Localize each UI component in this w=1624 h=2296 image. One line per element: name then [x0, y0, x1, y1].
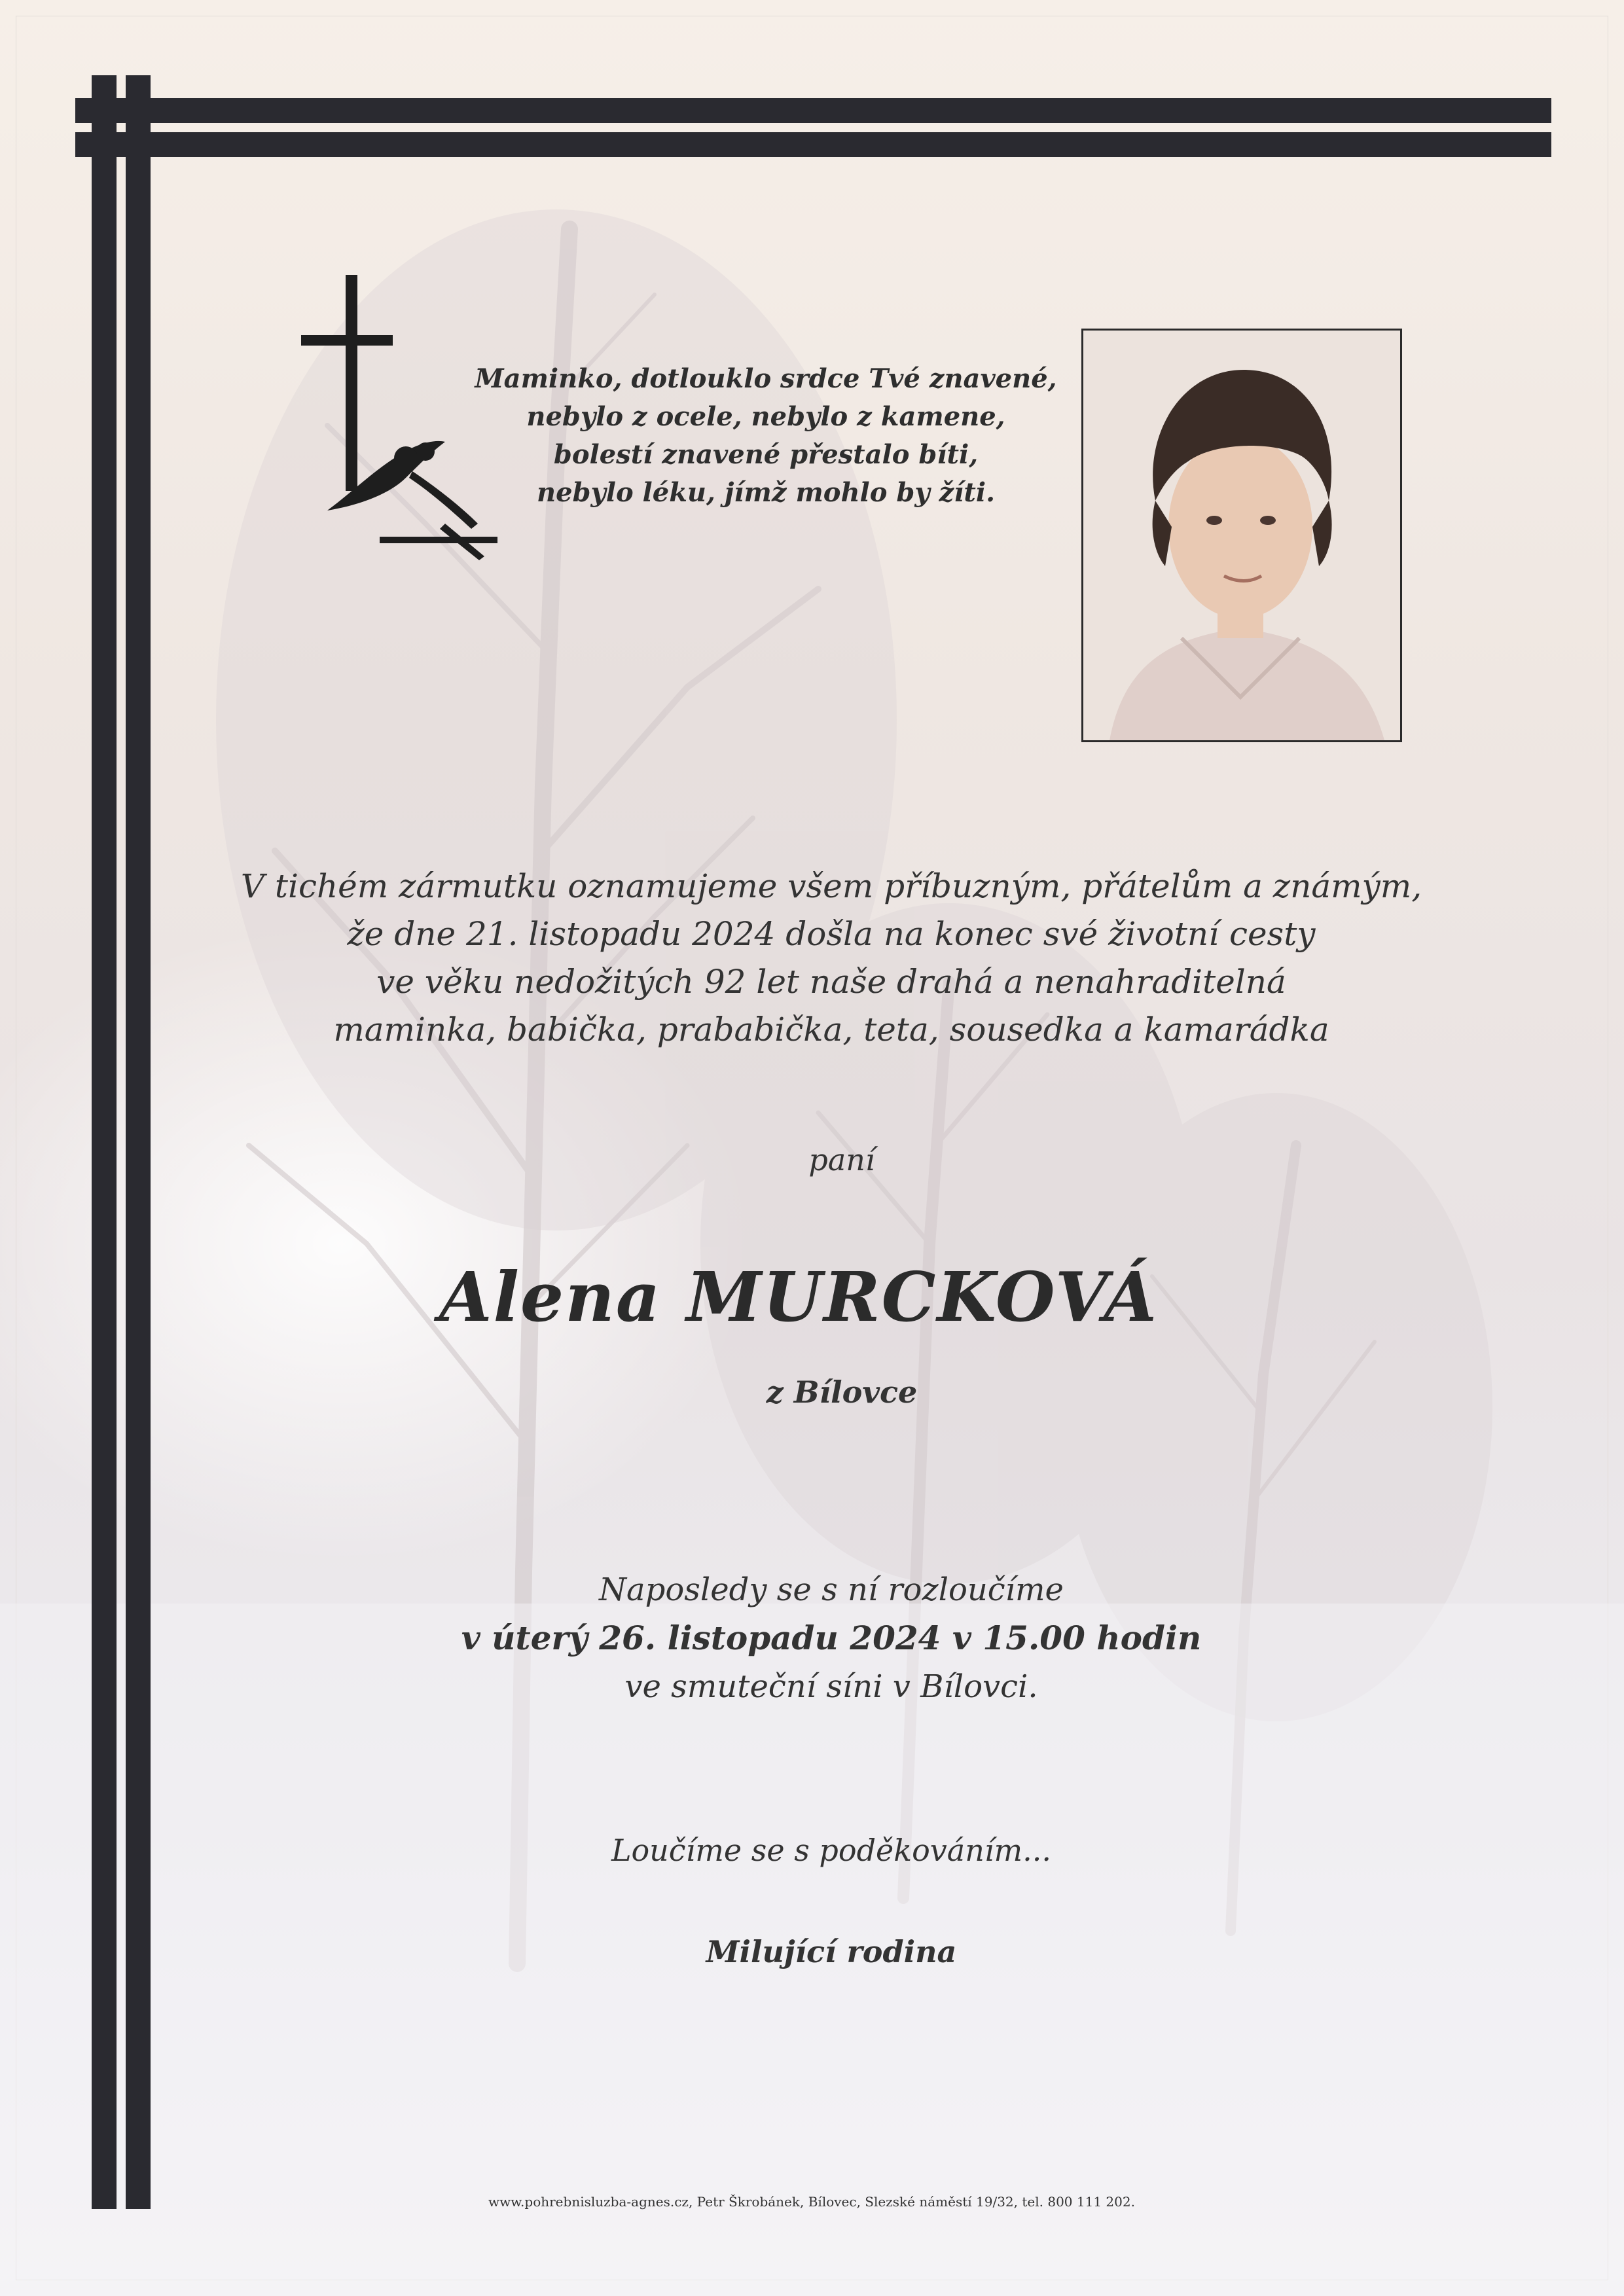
deceased-origin: z Bílovce [766, 1374, 918, 1410]
memorial-verse [458, 360, 1074, 512]
verse-line: Maminko, dotlouklo srdce Tvé znavené, [475, 363, 1057, 394]
border-bar-top-outer [75, 98, 1551, 123]
announcement-line: V tichém zármutku oznamujeme všem příbuzným, přátelům a známým, [240, 867, 1422, 905]
salutation: paní [808, 1142, 875, 1177]
thanks-text: Loučíme se s poděkováním... [611, 1833, 1052, 1868]
funeral-service-footer: www.pohrebnisluzba-agnes.cz, Petr Škrobánek, Bílovec, Slezské náměstí 19/32, tel. 800 111 202. [488, 2194, 1135, 2210]
verse-line: nebylo léku, jímž mohlo by žíti. [537, 477, 995, 508]
deceased-name: Alena MURCKOVÁ [439, 1257, 1159, 1337]
farewell-line: Naposledy se s ní rozloučíme [599, 1571, 1064, 1608]
announcement-text [196, 863, 1466, 1054]
verse-line: nebylo z ocele, nebylo z kamene, [526, 401, 1005, 432]
portrait-photo [1081, 329, 1402, 742]
funeral-location: ve smuteční síni v Bílovci. [624, 1668, 1038, 1705]
family-signature: Milující rodina [706, 1934, 957, 1969]
border-bar-left-inner [126, 75, 151, 2209]
portrait-illustration [1083, 331, 1400, 740]
funeral-details [393, 1566, 1270, 1711]
announcement-line: maminka, babička, prababička, teta, sousedka a kamarádka [333, 1011, 1329, 1049]
announcement-line: že dne 21. listopadu 2024 došla na konec své životní cesty [347, 915, 1316, 953]
border-bar-left-outer [92, 75, 117, 2209]
funeral-date-time: v úterý 26. listopadu 2024 v 15.00 hodin [461, 1619, 1202, 1657]
border-bar-top-inner [75, 132, 1551, 157]
verse-line: bolestí znavené přestalo bíti, [553, 439, 979, 470]
announcement-line: ve věku nedožitých 92 let naše drahá a nenahraditelná [376, 963, 1286, 1001]
